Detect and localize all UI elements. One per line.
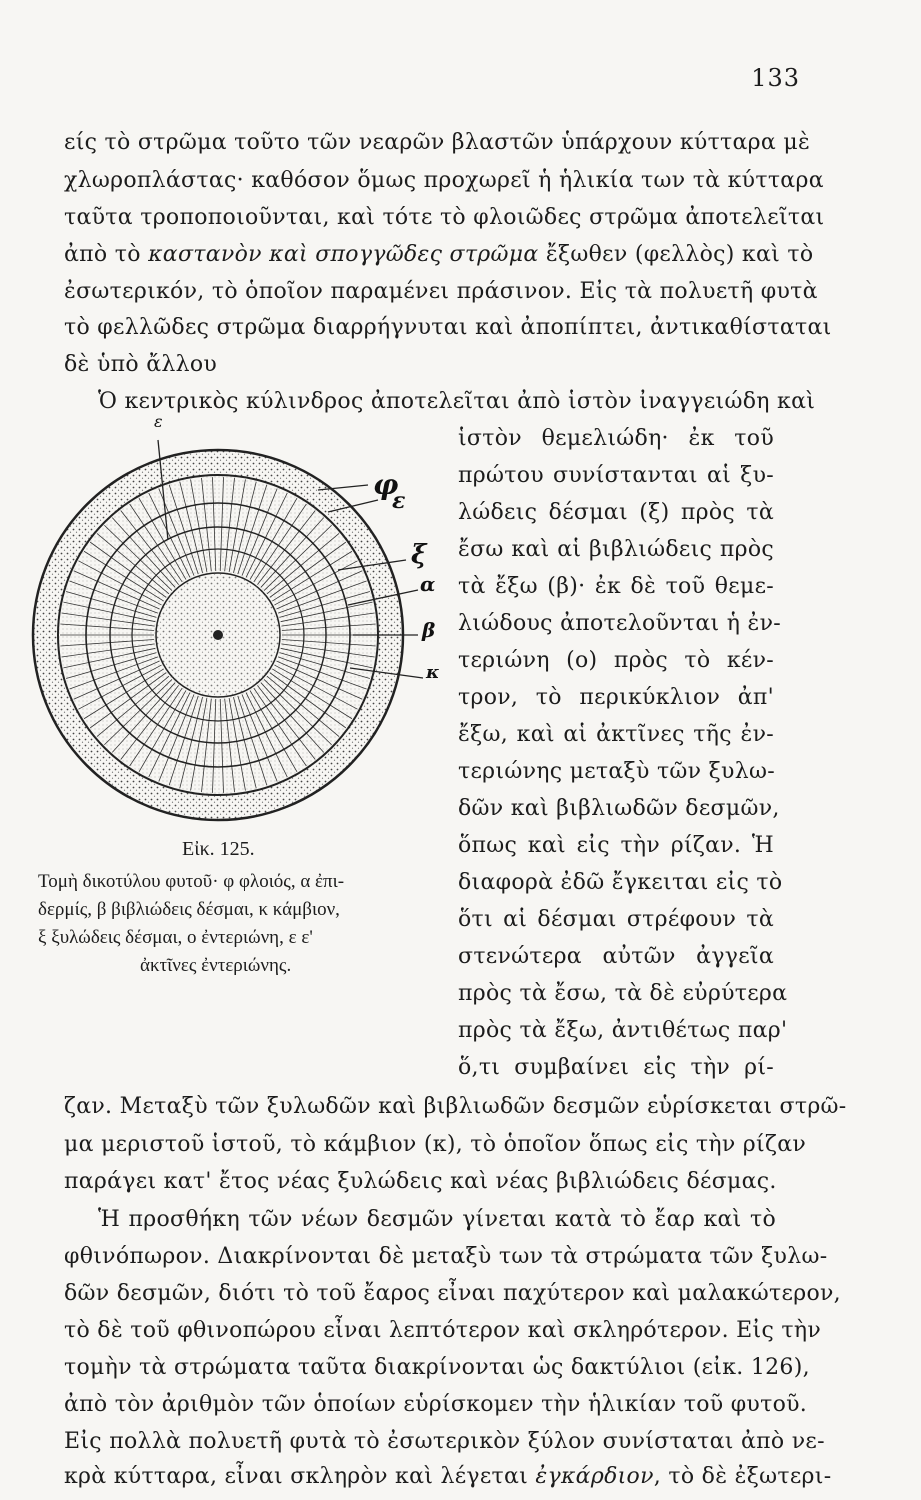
text-line: παράγει κατ' ἔτος νέας ξυλώδεις καὶ νέας βιβλιώδεις δέσμας. (64, 1169, 777, 1194)
label-phi: φ (373, 468, 399, 501)
side-text-line: τεριώνης μεταξὺ τῶν ξυλω- (458, 759, 775, 784)
paragraph-start: Ἡ προσθήκη τῶν νέων δεσμῶν γίνεται κατὰ τὸ ἔαρ καὶ τὸ (98, 1207, 776, 1232)
text-line: Εἰς πολλὰ πολυετῆ φυτὰ τὸ ἐσωτερικὸν ξύλον συνίσταται ἀπὸ νε- (64, 1429, 825, 1454)
text-run: ἔξωθεν (φελλὸς) καὶ τὸ (545, 242, 814, 267)
text-line: τομὴν τὰ στρώματα ταῦτα διακρίνονται ὡς δακτύλιοι (εἰκ. 126), (64, 1355, 810, 1380)
figure-caption-line: ξ ξυλώδεις δέσμαι, ο ἐντεριώνη, ε ε' (38, 927, 313, 948)
side-text-line: τρον, τὸ περικύκλιον ἀπ' (458, 685, 774, 710)
text-line: τὸ φελλῶδες στρῶμα διαρρήγνυται καὶ ἀποπίπτει, ἀντικαθίσταται (64, 315, 832, 340)
text-run: κρὰ κύτταρα, εἶναι σκληρὸν καὶ λέγεται (64, 1464, 529, 1489)
side-text-line: πρὸς τὰ ἔξω, ἀντιθέτως παρ' (458, 1018, 788, 1043)
side-text-line: ὅ,τι συμβαίνει εἰς τὴν ρί- (458, 1055, 774, 1080)
text-run: , τὸ δὲ ἐξωτερι- (653, 1464, 832, 1489)
side-text-line: δῶν καὶ βιβλιωδῶν δεσμῶν, (458, 796, 780, 821)
figure-caption-line: Τομὴ δικοτύλου φυτοῦ· φ φλοιός, α ἐπι- (38, 871, 345, 892)
label-alpha: α (420, 572, 436, 596)
italic-term: καστανὸν καὶ σπογγῶδες στρῶμα (148, 242, 539, 267)
side-text-line: ἔξω, καὶ αἱ ἀκτῖνες τῆς ἐν- (458, 722, 774, 747)
side-text-line: λιώδους ἀποτελοῦνται ἡ ἐν- (458, 611, 781, 636)
paragraph-start: Ὁ κεντρικὸς κύλινδρος ἀποτελεῖται ἀπὸ ἱστὸν ἰναγγειώδη καὶ (98, 389, 816, 414)
side-text-line: διαφορὰ ἐδῶ ἔγκειται εἰς τὸ (458, 870, 783, 895)
label-epsilon: ε (392, 488, 406, 514)
italic-term: ἐγκάρδιον (535, 1464, 654, 1489)
text-line-mixed (64, 240, 814, 270)
side-text-line: πρὸς τὰ ἔσω, τὰ δὲ εὐρύτερα (458, 981, 788, 1006)
figure-caption-title: Εἰκ. 125. (182, 838, 255, 860)
page-number: 133 (751, 64, 800, 92)
side-text-line: ἱστὸν θεμελιώδη· ἐκ τοῦ (458, 426, 774, 451)
side-text-line: τεριώνη (ο) πρὸς τὸ κέν- (458, 648, 774, 673)
text-line: ταῦτα τροποποιοῦνται, καὶ τότε τὸ φλοιῶδες στρῶμα ἀποτελεῖται (64, 205, 825, 230)
side-text-line: ἔσω καὶ αἱ βιβλιώδεις πρὸς (458, 537, 774, 562)
side-text-line: τὰ ἔξω (β)· ἐκ δὲ τοῦ θεμε- (458, 574, 774, 599)
figure-125 (18, 412, 463, 840)
text-run: ἀπὸ τὸ (64, 242, 141, 267)
text-line: χλωροπλάστας· καθόσον ὅμως προχωρεῖ ἡ ἡλικία των τὰ κύτταρα (64, 168, 824, 193)
text-line: δὲ ὑπὸ ἄλλου (64, 352, 218, 377)
text-line: τὸ δὲ τοῦ φθινοπώρου εἶναι λεπτότερον καὶ σκληρότερον. Εἰς τὴν (64, 1318, 822, 1343)
pith-center (213, 630, 223, 640)
text-line: δῶν δεσμῶν, διότι τὸ τοῦ ἔαρος εἶναι παχύτερον καὶ μαλακώτερον, (64, 1281, 841, 1306)
side-text-line: στενώτερα αὐτῶν ἀγγεῖα (458, 944, 774, 969)
side-text-line: ὅπως καὶ εἰς τὴν ρίζαν. Ἡ (458, 833, 774, 858)
text-line: είς τὸ στρῶμα τοῦτο τῶν νεαρῶν βλαστῶν ὑπάρχουν κύτταρα μὲ (64, 130, 811, 155)
figure-caption-line: ἀκτῖνες ἐντεριώνης. (140, 955, 292, 976)
text-line: φθινόπωρον. Διακρίνονται δὲ μεταξὺ των τὰ στρώματα τῶν ξυλω- (64, 1244, 828, 1269)
text-line-mixed (64, 1462, 832, 1492)
label-beta: β (422, 618, 436, 642)
label-epsilon-top: ε (154, 412, 163, 431)
label-xi: ξ (411, 540, 427, 570)
text-line: ζαν. Μεταξὺ τῶν ξυλωδῶν καὶ βιβλιωδῶν δεσμῶν εὑρίσκεται στρῶ- (64, 1094, 847, 1119)
label-kappa: κ (426, 662, 440, 683)
text-line: ἀπὸ τὸν ἀριθμὸν τῶν ὁποίων εὑρίσκομεν τὴν ἡλικίαν τοῦ φυτοῦ. (64, 1392, 808, 1417)
side-text-line: πρώτου συνίστανται αἱ ξυ- (458, 463, 774, 488)
text-line: μα μεριστοῦ ἱστοῦ, τὸ κάμβιον (κ), τὸ ὁποῖον ὅπως εἰς τὴν ρίζαν (64, 1132, 807, 1157)
side-text-line: λώδεις δέσμαι (ξ) πρὸς τὰ (458, 500, 774, 525)
figure-caption-line: δερμίς, β βιβλιώδεις δέσμαι, κ κάμβιον, (38, 899, 340, 920)
text-line: ἐσωτερικόν, τὸ ὁποῖον παραμένει πράσινον. Εἰς τὰ πολυετῆ φυτὰ (64, 279, 818, 304)
side-text-line: ὅτι αἱ δέσμαι στρέφουν τὰ (458, 907, 774, 932)
